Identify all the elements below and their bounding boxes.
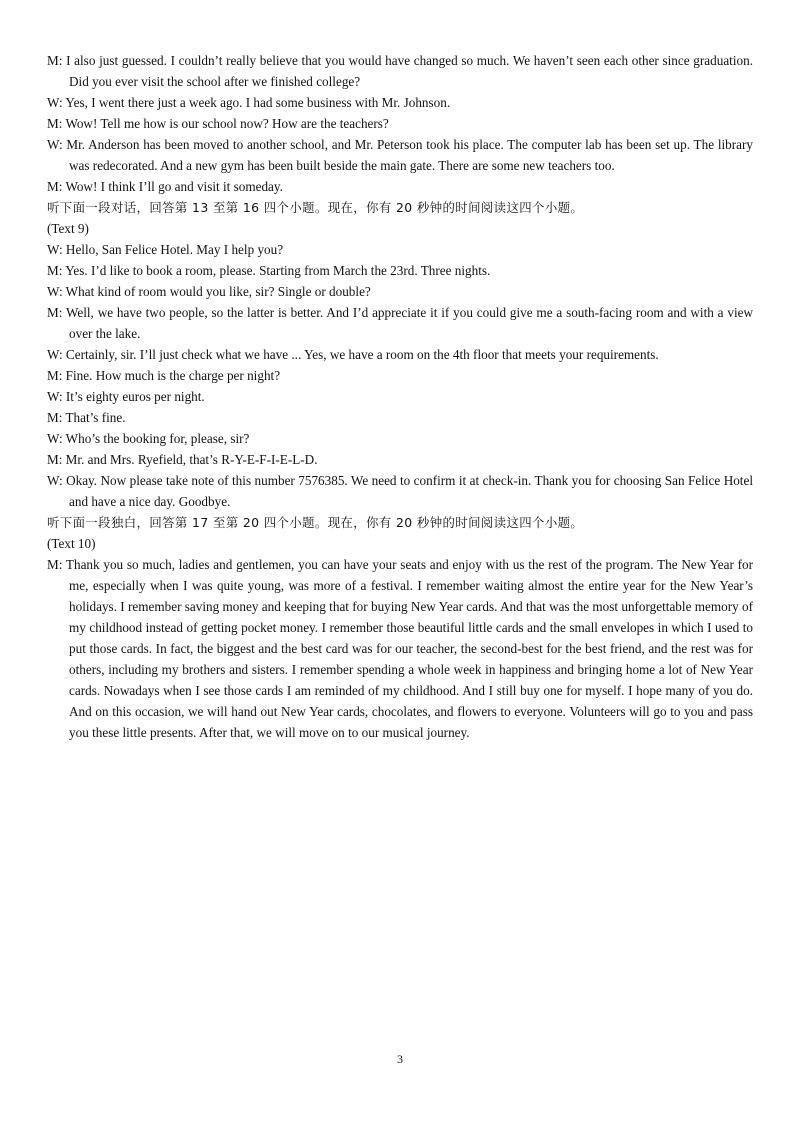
dialogue-line: W: Who’s the booking for, please, sir? bbox=[47, 431, 250, 446]
dialogue-line: W: Mr. Anderson has been moved to another school, and Mr. Peterson took his place. The computer lab has been set up. The library was redecorated. And a new gym has been built beside the main gate. There are some new teachers too. bbox=[47, 137, 753, 173]
monologue-paragraph: M: Thank you so much, ladies and gentlemen, you can have your seats and enjoy with us the rest of the program. The New Year for me, especially when I was quite young, was more of a festival. I remember waiting almost the entire year for the New Year’s holidays. I remember saving money and keeping that for buying New Year cards. And that was the most unforgettable memory of my childhood instead of getting pocket money. I remember those beautiful little cards and the small envelopes in which I used to put those cards. In fact, the biggest and the best card was for our teacher, the second-best for the best friend, and the rest was for others, including my brothers and sisters. I remember spending a whole week in happiness and bringing home a lot of New Year cards. Nowadays when I see those cards I am reminded of my childhood. And I still buy one for myself. I hope many of you do. And on this occasion, we will hand out New Year cards, chocolates, and flowers to everyone. Volunteers will go to you and pass you these little presents. After that, we will move on to our musical journey. bbox=[47, 557, 753, 740]
dialogue-line: M: I also just guessed. I couldn’t really believe that you would have changed so much. We haven’t seen each other since graduation. Did you ever visit the school after we finished college? bbox=[47, 53, 753, 89]
section-heading: (Text 9) bbox=[47, 221, 89, 236]
dialogue-line: W: What kind of room would you like, sir? Single or double? bbox=[47, 284, 371, 299]
dialogue-line: W: Okay. Now please take note of this number 7576385. We need to confirm it at check-in. Thank you for choosing San Felice Hotel and have a nice day. Goodbye. bbox=[47, 473, 753, 509]
dialogue-line: W: Certainly, sir. I’ll just check what we have ... Yes, we have a room on the 4th floor that meets your requirements. bbox=[47, 347, 659, 362]
dialogue-line: M: Wow! Tell me how is our school now? How are the teachers? bbox=[47, 116, 389, 131]
dialogue-line: W: Hello, San Felice Hotel. May I help you? bbox=[47, 242, 284, 257]
page-number: 3 bbox=[397, 1052, 403, 1066]
dialogue-line: M: Yes. I’d like to book a room, please. Starting from March the 23rd. Three nights. bbox=[47, 263, 491, 278]
dialogue-line: M: Mr. and Mrs. Ryefield, that’s R-Y-E-F-I-E-L-D. bbox=[47, 452, 318, 467]
section-heading: (Text 10) bbox=[47, 536, 96, 551]
dialogue-line: W: Yes, I went there just a week ago. I had some business with Mr. Johnson. bbox=[47, 95, 451, 110]
dialogue-line: M: Fine. How much is the charge per night? bbox=[47, 368, 281, 383]
chinese-instruction: 听下面一段对话，回答第 13 至第 16 四个小题。现在，你有 20 秒钟的时间阅读这四个小题。 bbox=[47, 200, 584, 215]
transcript-body bbox=[47, 50, 753, 743]
chinese-instruction: 听下面一段独白，回答第 17 至第 20 四个小题。现在，你有 20 秒钟的时间阅读这四个小题。 bbox=[47, 515, 584, 530]
dialogue-line: M: Wow! I think I’ll go and visit it someday. bbox=[47, 179, 283, 194]
dialogue-line: M: That’s fine. bbox=[47, 410, 126, 425]
dialogue-line: W: It’s eighty euros per night. bbox=[47, 389, 205, 404]
dialogue-line: M: Well, we have two people, so the latter is better. And I’d appreciate it if you could give me a south-facing room and with a view over the lake. bbox=[47, 305, 753, 341]
